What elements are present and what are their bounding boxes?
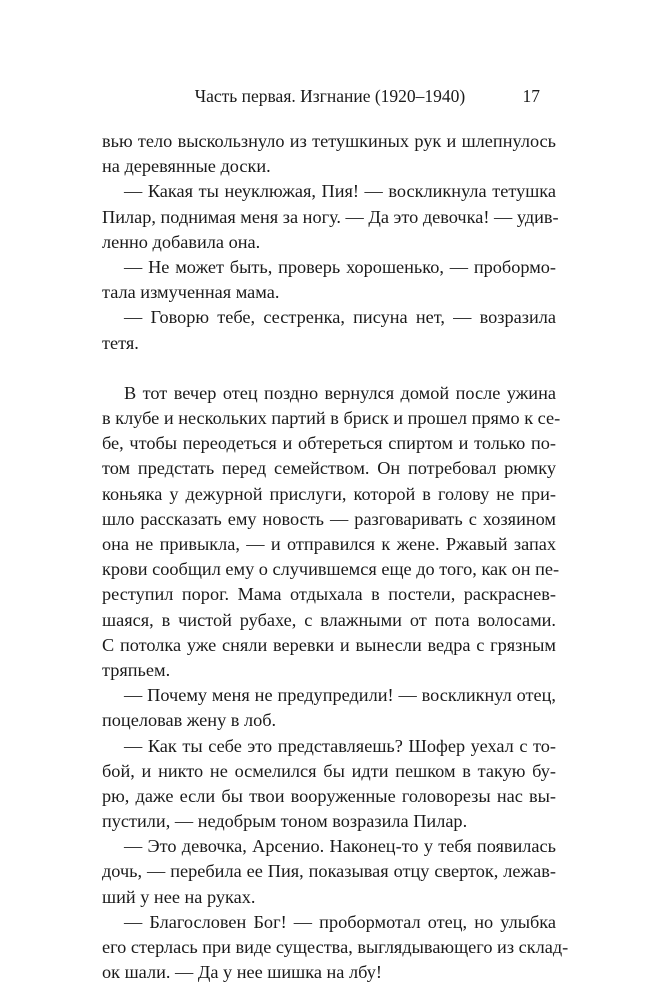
text-line: пустили, — недобрым тоном возразила Пилар. — [102, 811, 468, 832]
text-line: в клубе и нескольких партий в бриск и прошел прямо к се- — [102, 408, 561, 429]
page-number: 17 — [522, 86, 540, 106]
text-line: шло рассказать ему новость — разговаривать с хозяином — [102, 508, 556, 529]
body-text — [102, 129, 569, 985]
text-line: шаяся, в чистой рубахе, с влажными от пота волосами. — [102, 609, 556, 630]
text-line: бой, и никто не осмелился бы идти пешком в такую бу- — [102, 760, 556, 781]
text-line: тетя. — [102, 332, 139, 353]
text-line: крови сообщил ему о случившемся еще до того, как он пе- — [102, 559, 560, 580]
text-line: С потолка уже сняли веревки и вынесли ведра с грязным — [102, 634, 556, 655]
text-line: поцеловав жену в лоб. — [102, 710, 277, 731]
text-line: Пилар, поднимая меня за ногу. — Да это девочка! — удив- — [102, 206, 559, 227]
text-line: вью тело выскользнуло из тетушкиных рук и шлепнулось — [102, 131, 556, 151]
text-line: том предстать перед семейством. Он потребовал рюмку — [102, 458, 556, 479]
text-line: ленно добавила она. — [102, 231, 261, 252]
text-line: тала измученная мама. — [102, 282, 280, 303]
text-line: — Как ты себе это представляешь? Шофер уехал с то- — [124, 735, 556, 756]
text-line: его стерлась при виде существа, выглядывающего из склад- — [102, 937, 569, 957]
text-line: тряпьем. — [102, 659, 171, 680]
text-line: — Почему меня не предупредили! — воскликнул отец, — [124, 685, 556, 706]
running-head — [0, 84, 660, 108]
text-line: — Это девочка, Арсенио. Наконец-то у тебя появилась — [124, 836, 556, 857]
text-line: коньяка у дежурной прислуги, которой в голову не при- — [102, 483, 556, 504]
chapter-title: Часть первая. Изгнание (1920–1940) — [194, 86, 466, 106]
text-line: — Говорю тебе, сестренка, писуна нет, — возразила — [124, 307, 556, 328]
text-line: — Не может быть, проверь хорошенько, — пробормо- — [124, 256, 556, 277]
text-line: — Благословен Бог! — пробормотал отец, но улыбка — [124, 911, 556, 932]
text-line: реступил порог. Мама отдыхала в постели, раскраснев- — [102, 584, 556, 605]
text-line: — Какая ты неуклюжая, Пия! — воскликнула тетушка — [124, 181, 556, 202]
text-line: на деревянные доски. — [102, 156, 271, 177]
text-line: В тот вечер отец поздно вернулся домой после ужина — [124, 382, 556, 403]
text-line: бе, чтобы переодеться и обтереться спиртом и только по- — [102, 433, 556, 454]
text-line: дочь, — перебила ее Пия, показывая отцу сверток, лежав- — [102, 861, 556, 882]
text-line: она не привыкла, — и отправился к жене. Ржавый запах — [102, 534, 556, 554]
text-line: ший у нее на руках. — [102, 886, 256, 907]
section-break — [102, 356, 556, 381]
text-line: рю, даже если бы твои вооруженные головорезы нас вы- — [102, 785, 556, 806]
text-line: ок шали. — Да у нее шишка на лбу! — [102, 962, 382, 983]
